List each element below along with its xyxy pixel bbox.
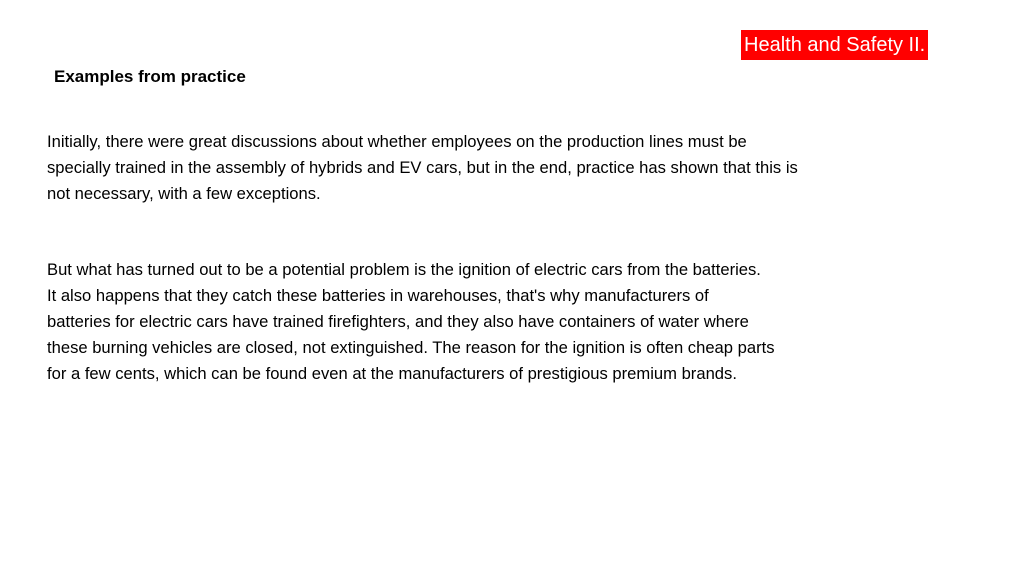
paragraph-line: But what has turned out to be a potential problem is the ignition of electric cars from the batteries. — [47, 260, 761, 279]
paragraph-line: batteries for electric cars have trained firefighters, and they also have containers of water where — [47, 312, 749, 331]
slide-subtitle: Examples from practice — [54, 67, 246, 86]
paragraph-intro — [47, 129, 947, 207]
paragraph-line: for a few cents, which can be found even at the manufacturers of prestigious premium brands. — [47, 364, 737, 383]
paragraph-line: not necessary, with a few exceptions. — [47, 184, 321, 203]
paragraph-line: specially trained in the assembly of hybrids and EV cars, but in the end, practice has shown that this is — [47, 158, 798, 177]
section-title-badge: Health and Safety II. — [741, 30, 928, 60]
paragraph-battery-ignition — [47, 257, 947, 387]
paragraph-line: Initially, there were great discussions about whether employees on the production lines must be — [47, 132, 747, 151]
paragraph-line: It also happens that they catch these batteries in warehouses, that's why manufacturers of — [47, 286, 709, 305]
paragraph-line: these burning vehicles are closed, not extinguished. The reason for the ignition is often cheap parts — [47, 338, 775, 357]
